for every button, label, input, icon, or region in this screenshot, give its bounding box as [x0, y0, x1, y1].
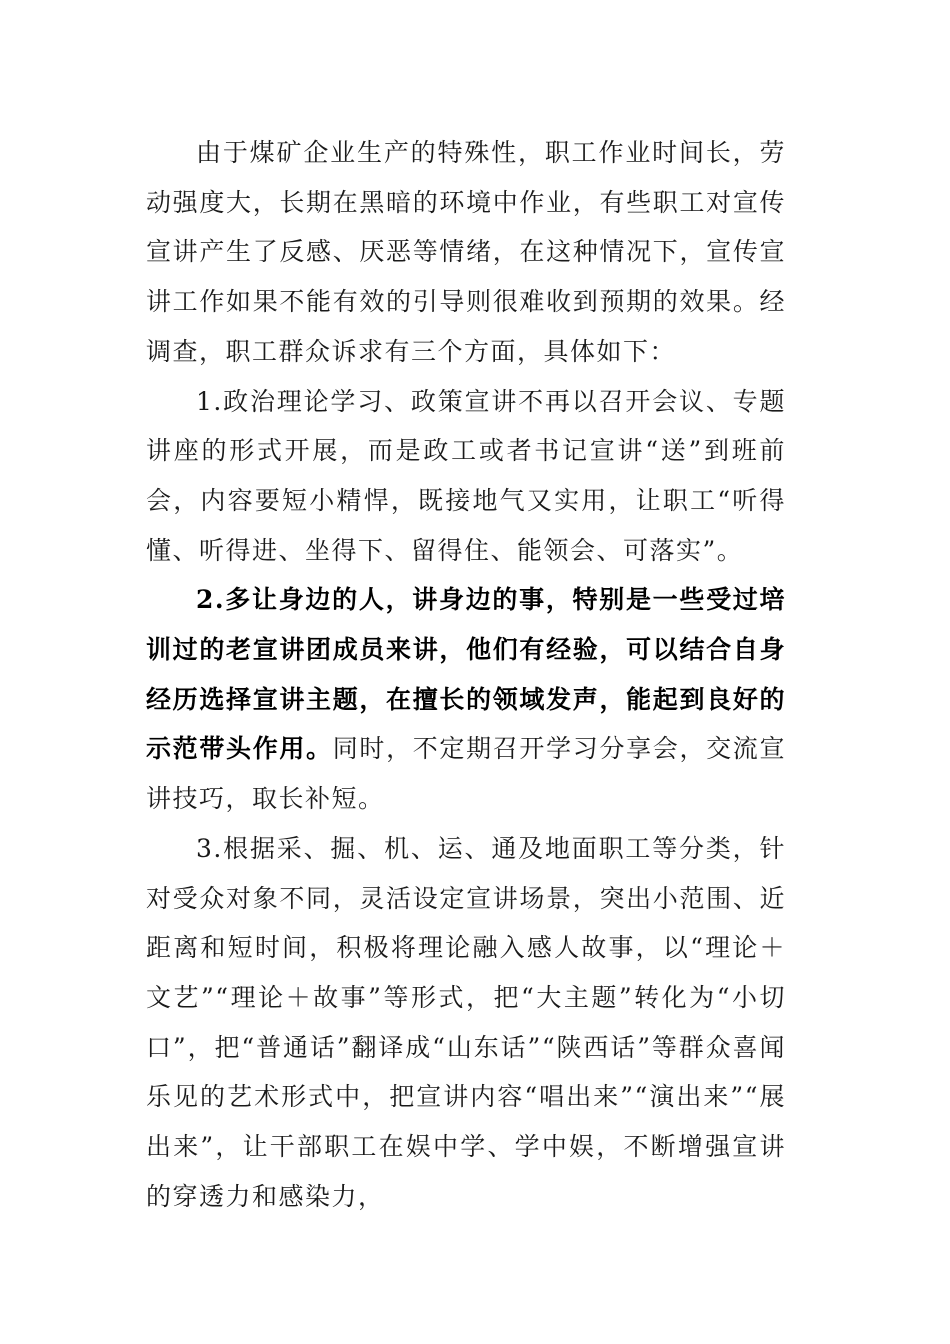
paragraph-item-3 [146, 824, 786, 1222]
paragraph-item-3-text: 3.根据采、掘、机、运、通及地面职工等分类，针对受众对象不同，灵活设定宣讲场景，突出小范围、近距离和短时间，积极将理论融入感人故事，以“理论＋文艺”“理论＋故事”等形式，把“大主题”转化为“小切口”，把“普通话”翻译成“山东话”“陕西话”等群众喜闻乐见的艺术形式中，把宣讲内容“唱出来”“演出来”“展出来”，让干部职工在娱中学、学中娱，不断增强宣讲的穿透力和感染力， [146, 833, 786, 1211]
paragraph-item-1 [146, 377, 786, 576]
document-body [146, 128, 786, 1221]
paragraph-item-2-bold-text: 2.多让身边的人，讲身边的事，特别是一些受过培训过的老宣讲团成员来讲，他们有经验，可以结合自身经历选择宣讲主题，在擅长的领域发声，能起到良好的示范带头作用。 [146, 585, 786, 764]
paragraph-item-2 [146, 575, 786, 824]
paragraph-intro [146, 128, 786, 377]
paragraph-item-1-text: 1.政治理论学习、政策宣讲不再以召开会议、专题讲座的形式开展，而是政工或者书记宣讲“送”到班前会，内容要短小精悍，既接地气又实用，让职工“听得懂、听得进、坐得下、留得住、能领会、可落实”。 [146, 386, 786, 565]
paragraph-intro-text: 由于煤矿企业生产的特殊性，职工作业时间长，劳动强度大，长期在黑暗的环境中作业，有些职工对宣传宣讲产生了反感、厌恶等情绪，在这种情况下，宣传宣讲工作如果不能有效的引导则很难收到预期的效果。经调查，职工群众诉求有三个方面，具体如下： [146, 138, 786, 366]
paragraph-item-2-text: 同时，不定期召开学习分享会，交流宣讲技巧，取长补短。 [146, 734, 786, 814]
